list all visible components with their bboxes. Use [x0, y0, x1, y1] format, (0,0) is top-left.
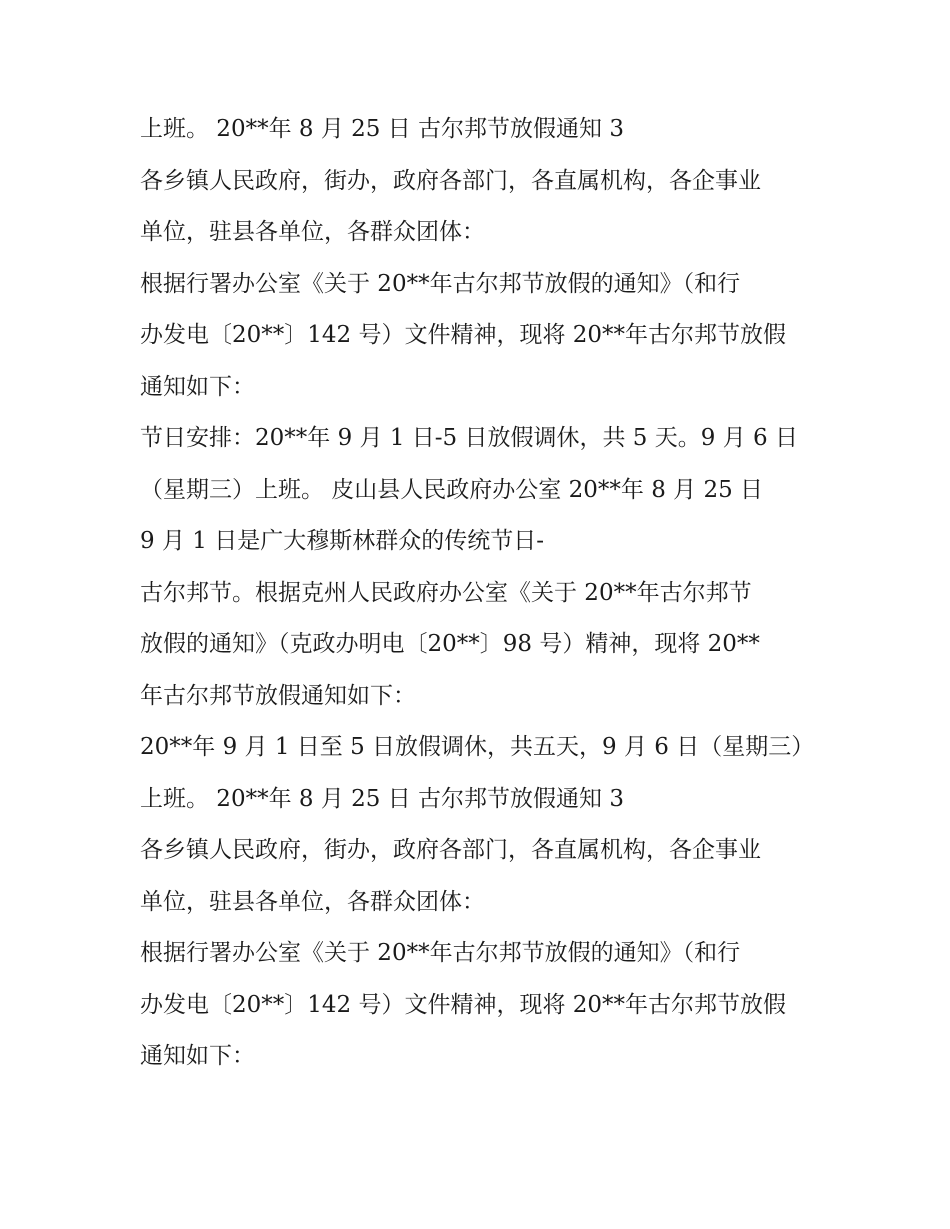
text-line: 各乡镇人民政府，街办，政府各部门，各直属机构，各企事业	[140, 837, 761, 863]
text-line: 古尔邦节。根据克州人民政府办公室《关于 20**年古尔邦节	[140, 579, 752, 606]
document-body	[140, 104, 830, 1083]
text-line: 根据行署办公室《关于 20**年古尔邦节放假的通知》（和行	[140, 270, 741, 297]
text-line: （星期三）上班。 皮山县人民政府办公室 20**年 8 月 25 日	[140, 476, 764, 503]
text-line: 各乡镇人民政府，街办，政府各部门，各直属机构，各企事业	[140, 167, 761, 194]
text-line: 20**年 9 月 1 日至 5 日放假调休，共五天，9 月 6 日（星期三）	[140, 734, 815, 760]
text-line: 根据行署办公室《关于 20**年古尔邦节放假的通知》（和行	[140, 940, 741, 966]
text-line: 办发电〔20**〕142 号）文件精神，现将 20**年古尔邦节放假	[140, 991, 787, 1018]
text-line: 9 月 1 日是广大穆斯林群众的传统节日-	[140, 528, 544, 554]
text-line: 通知如下：	[140, 1043, 255, 1069]
text-line: 单位，驻县各单位，各群众团体：	[140, 888, 485, 915]
text-line: 放假的通知》（克政办明电〔20**〕98 号）精神，现将 20**	[140, 631, 760, 657]
text-line: 通知如下：	[140, 373, 255, 400]
text-line: 上班。 20**年 8 月 25 日 古尔邦节放假通知 3	[140, 785, 624, 812]
text-line: 上班。 20**年 8 月 25 日 古尔邦节放假通知 3	[140, 116, 624, 142]
text-line: 年古尔邦节放假通知如下：	[140, 682, 416, 709]
text-line: 办发电〔20**〕142 号）文件精神，现将 20**年古尔邦节放假	[140, 322, 787, 348]
text-line: 节日安排：20**年 9 月 1 日-5 日放假调休，共 5 天。9 月 6 日	[140, 425, 798, 451]
text-line: 单位，驻县各单位，各群众团体：	[140, 219, 485, 245]
